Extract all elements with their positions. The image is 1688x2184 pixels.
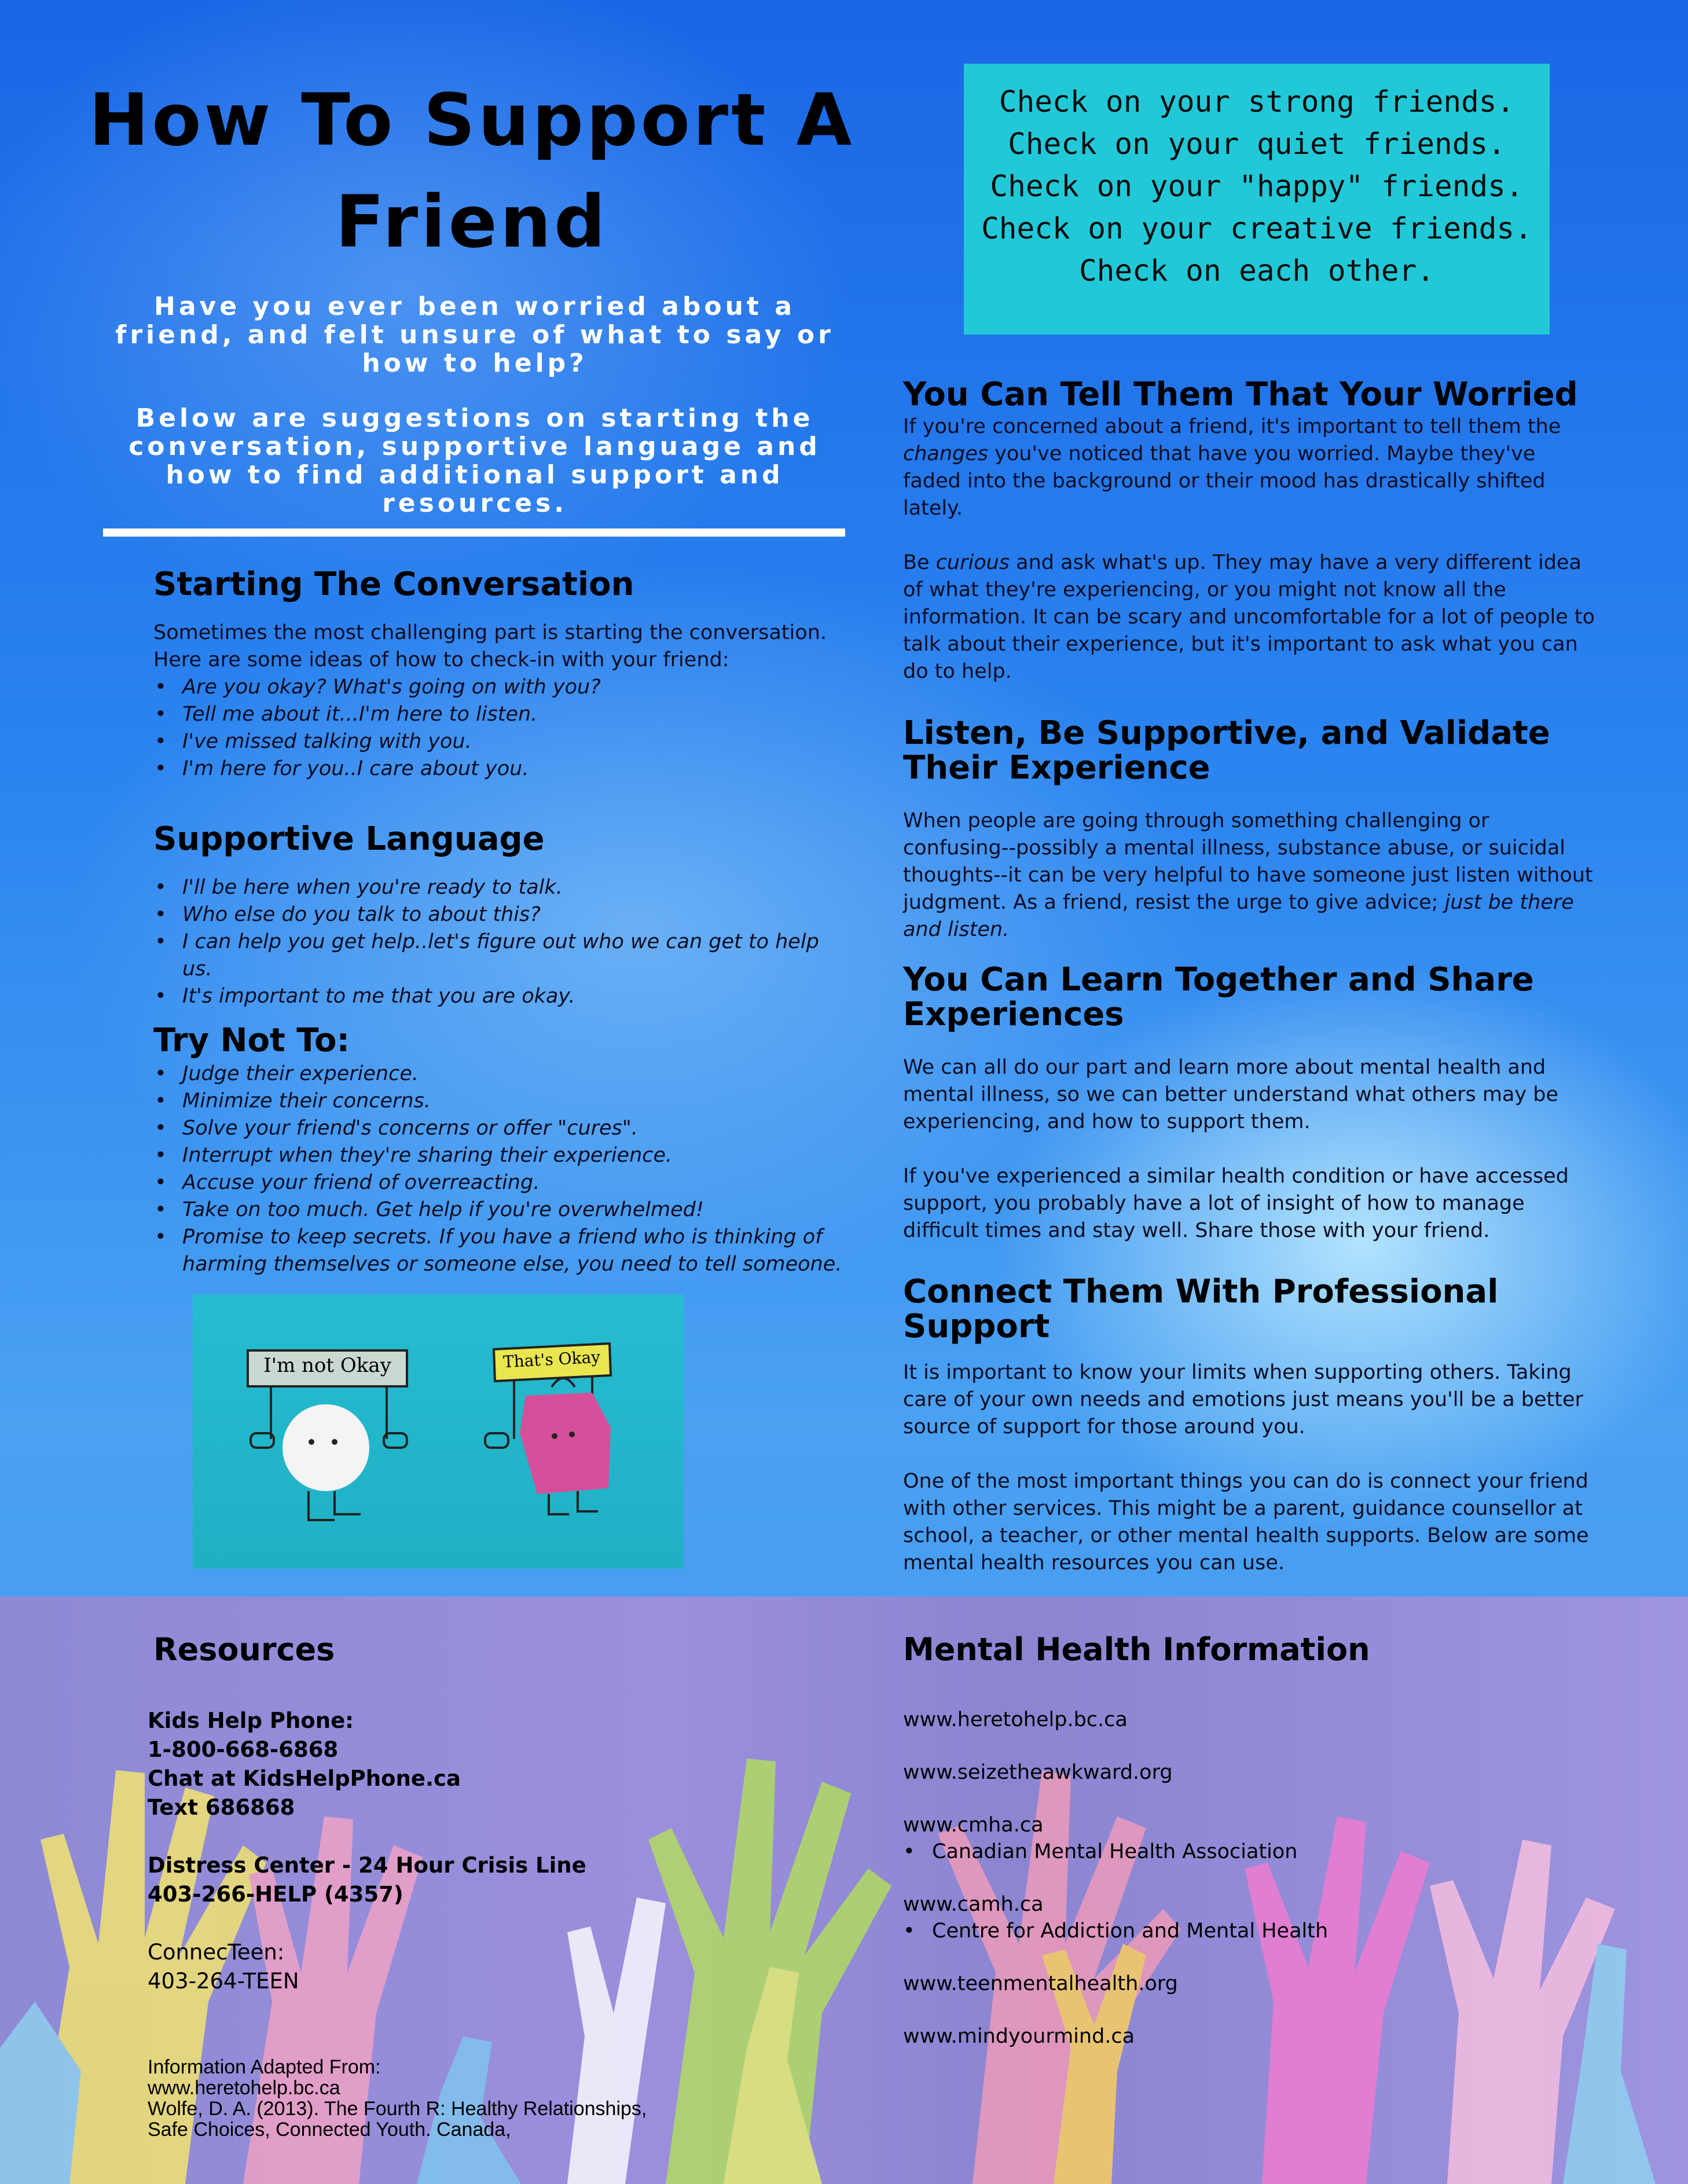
cartoon-drawing (193, 1294, 684, 1569)
section-heading: Listen, Be Supportive, and Validate Their Experience (903, 714, 1550, 787)
check-line: Check on your creative friends. (981, 212, 1532, 246)
section-text: It is important to know your limits when supporting others. Taking care of your own needs and emotions just means you'll be a better source of support for those around you. (903, 1361, 1583, 1438)
section-heading: You Can Learn Together and Share Experiences (903, 961, 1534, 1033)
learn-together-section (903, 963, 1598, 1245)
cartoon-illustration (193, 1294, 684, 1569)
credits (148, 2057, 647, 2140)
check-line: Check on your "happy" friends. (990, 170, 1524, 204)
section-heading: Try Not To: (153, 1022, 350, 1059)
listen-section (903, 716, 1598, 944)
list-item: • Accuse your friend of overreacting. (182, 1169, 848, 1196)
connecteen (148, 1938, 299, 1996)
list-item: • Interrupt when they're sharing their experience. (182, 1142, 848, 1169)
credit-line: Information Adapted From: (148, 2056, 381, 2078)
resources-panel (0, 1596, 1688, 2184)
bullet: • (903, 1840, 915, 1863)
resource-line: Distress Center - 24 Hour Crisis Line (148, 1853, 586, 1878)
section-text: Sometimes the most challenging part is starting the conversation. Here are some ideas of how to check-in with your friend: (153, 621, 827, 671)
bullet: • (903, 1919, 915, 1943)
list-item: • I've missed talking with you. (182, 728, 848, 755)
list-item: • Are you okay? What's going on with you? (182, 674, 848, 701)
resource-line: Kids Help Phone: (148, 1708, 354, 1733)
tell-them-section (903, 377, 1598, 685)
list-item: • Who else do you talk to about this? (182, 901, 848, 928)
list-item: • Minimize their concerns. (182, 1088, 848, 1115)
list-item: • Tell me about it...I'm here to listen. (182, 701, 848, 728)
try-not-to-section (153, 1023, 848, 1278)
intro-description: Below are suggestions on starting the conversation, supportive language and how to find additional support and resources. (129, 403, 821, 518)
divider (103, 528, 845, 537)
section-heading: Starting The Conversation (153, 566, 634, 603)
list-item: • Judge their experience. (182, 1060, 848, 1088)
section-heading: You Can Tell Them That Your Worried (903, 376, 1578, 413)
list-item: • Solve your friend's concerns or offer "cures". (182, 1115, 848, 1142)
phone-number[interactable]: 403-264-TEEN (148, 1969, 299, 1994)
list-item: • Promise to keep secrets. If you have a friend who is thinking of harming themselves or someone else, you need to tell someone. (182, 1224, 848, 1278)
intro (104, 292, 845, 544)
check-on-friends-box (964, 64, 1550, 335)
resource-link[interactable]: www.heretohelp.bc.ca (903, 1708, 1128, 1731)
credit-line: Safe Choices, Connected Youth. Canada, (148, 2119, 511, 2141)
list-item: • Take on too much. Get help if you're overwhelmed! (182, 1196, 848, 1224)
check-line: Check on your strong friends. (999, 85, 1515, 119)
kids-help-phone (148, 1706, 461, 1822)
starting-conversation-section (153, 567, 848, 783)
phone-number[interactable]: 1-800-668-6868 (148, 1737, 339, 1762)
intro-question: Have you ever been worried about a friend, and felt unsure of what to say or how to help? (115, 292, 834, 378)
resource-link[interactable]: Chat at KidsHelpPhone.ca (148, 1766, 461, 1791)
section-text: One of the most important things you can do is connect your friend with other services. This might be a parent, guidance counsellor at school, a teacher, or other mental health supports. Below are some mental health resources you can use. (903, 1470, 1589, 1574)
section-text: We can all do our part and learn more about mental health and mental illness, so we can better understand what others may be experiencing, and how to support them. (903, 1056, 1559, 1133)
section-text: If you've experienced a similar health condition or have accessed support, you probably have a lot of insight of how to manage difficult times and stay well. Share those with your friend. (903, 1165, 1569, 1242)
check-line: Check on your quiet friends. (1008, 127, 1506, 161)
sign-thats-okay: That's Okay (502, 1347, 601, 1372)
page-title: How To Support A Friend (89, 79, 855, 264)
professional-support-section (903, 1275, 1598, 1577)
list-item: • Canadian Mental Health Association (903, 1838, 1598, 1865)
section-heading: Supportive Language (153, 820, 545, 858)
resource-link[interactable]: www.teenmentalhealth.org (903, 1972, 1178, 1995)
resource-link[interactable]: www.mindyourmind.ca (903, 2025, 1135, 2048)
section-text: If you're concerned about a friend, it's important to tell them the changes you've noticed that have you worried. Maybe they've faded into the background or their mood has drastically shifted lately. (903, 415, 1561, 520)
resource-link[interactable]: www.camh.ca (903, 1893, 1044, 1916)
resource-line: ConnecTeen: (148, 1940, 285, 1965)
list-item: • It's important to me that you are okay. (182, 983, 848, 1010)
list-item: • Centre for Addiction and Mental Health (903, 1918, 1598, 1944)
section-text: Be curious and ask what's up. They may have a very different idea of what they're experiencing, or you might not know all the information. It can be scary and uncomfortable for a lot of people to talk about their experience, but it's important to ask what you can do to help. (903, 551, 1595, 683)
resource-link[interactable]: www.seizetheawkward.org (903, 1761, 1173, 1784)
check-line: Check on each other. (1078, 254, 1435, 288)
section-heading: Connect Them With Professional Support (903, 1273, 1499, 1345)
supportive-language-section (153, 822, 848, 1010)
list-item: • I can help you get help..let's figure out who we can get to help us. (182, 928, 848, 983)
credit-link[interactable]: www.heretohelp.bc.ca (148, 2077, 340, 2099)
credit-line: Wolfe, D. A. (2013). The Fourth R: Healthy Relationships, (148, 2098, 647, 2120)
resource-link[interactable]: www.cmha.ca (903, 1814, 1044, 1837)
distress-center (148, 1851, 586, 1909)
resources-heading: Resources (153, 1631, 335, 1668)
sign-not-okay: I'm not Okay (263, 1354, 391, 1377)
list-item: • I'm here for you..I care about you. (182, 755, 848, 783)
section-text: When people are going through something challenging or confusing--possibly a mental illness, substance abuse, or suicidal thoughts--it can be very helpful to have someone just listen without judgment. As a friend, resist the urge to give advice; just be there and listen. (903, 809, 1593, 941)
list-item: • I'll be here when you're ready to talk. (182, 874, 848, 901)
mental-health-links (903, 1706, 1598, 2050)
mental-health-heading: Mental Health Information (903, 1631, 1370, 1668)
phone-number[interactable]: 403-266-HELP (4357) (148, 1882, 403, 1907)
resource-line: Text 686868 (148, 1795, 295, 1820)
